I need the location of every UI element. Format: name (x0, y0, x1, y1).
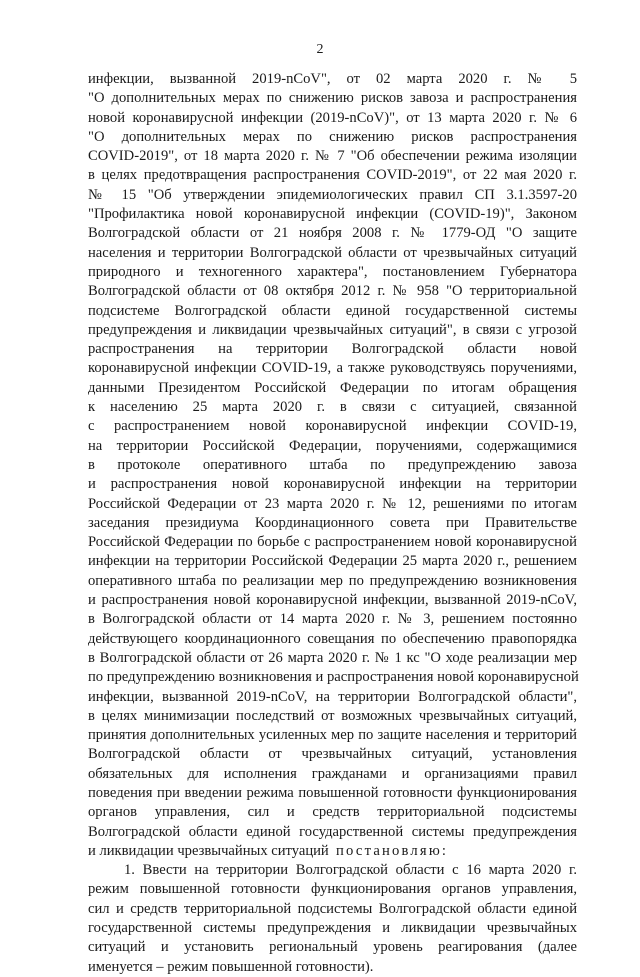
text-line: инфекции на территории Российской Федерации 25 марта 2020 г., решением (88, 553, 577, 570)
text-line: COVID-2019", от 18 марта 2020 г. № 7 "Об обеспечении режима изоляции (88, 148, 577, 165)
document-body (88, 70, 577, 977)
text-line: Волгоградской области от 08 октября 2012 г. № 958 "О территориальной (88, 283, 577, 300)
text-line: Волгоградской области от 21 ноября 2008 г. № 1779-ОД "О защите (88, 225, 577, 242)
text-line: данными Президентом Российской Федерации по итогам обращения (88, 379, 577, 396)
text-line: № 15 "Об утверждении эпидемиологических правил СП 3.1.3597-20 (88, 186, 577, 203)
text-line: 1. Ввести на территории Волгоградской области с 16 марта 2020 г. (124, 862, 577, 879)
text-line-final (88, 842, 577, 861)
page-number: 2 (316, 42, 324, 57)
text-line: ситуаций и установить региональный уровень реагирования (далее (88, 939, 577, 956)
text-line: именуется – режим повышенной готовности). (88, 958, 374, 975)
text-line: на территории Российской Федерации, поручениями, содержащимися (88, 437, 577, 454)
text-line: и распространения новой коронавирусной инфекции на территории (88, 476, 577, 493)
text-line: и распространения новой коронавирусной инфекции, вызванной 2019-nCoV, (88, 592, 577, 609)
text-line: поведения при введении режима повышенной готовности функционирования (88, 784, 577, 801)
text-line: в Волгоградской области от 26 марта 2020 г. № 1 кс "О ходе реализации мер (88, 649, 577, 666)
text-line: по предупреждению возникновения и распространения новой коронавирусной (88, 669, 579, 686)
text-line: "Профилактика новой коронавирусной инфекции (COVID-19)", Законом (88, 206, 577, 223)
text-line: действующего координационного совещания по обеспечению правопорядка (88, 630, 577, 647)
paragraph-preamble (88, 70, 577, 861)
text-line: обязательных для исполнения гражданами и организациями правил (88, 765, 577, 782)
text-line: Волгоградской области единой государственной системы предупреждения (88, 823, 577, 840)
text-line: с распространением новой коронавирусной инфекции COVID-19, (88, 418, 577, 435)
text-line: Волгоградской области от чрезвычайных ситуаций, установления (88, 746, 577, 763)
paragraph-item-1 (88, 861, 577, 977)
text-line: распространения на территории Волгоградской области новой (88, 341, 577, 358)
text-line: в целях минимизации последствий от возможных чрезвычайных ситуаций, (88, 707, 577, 724)
text-line: предупреждения и ликвидации чрезвычайных ситуаций", в связи с угрозой (88, 321, 577, 338)
text-line: принятия дополнительных усиленных мер по защите населения и территорий (88, 727, 577, 744)
text-line: органов управления, сил и средств территориальной подсистемы (88, 804, 577, 821)
text-line: природного и техногенного характера", постановлением Губернатора (88, 263, 577, 280)
text-line: режим повышенной готовности функционирования органов управления, (88, 881, 577, 898)
text-line: подсистеме Волгоградской области единой государственной системы (88, 302, 577, 319)
text-line: Российской Федерации по борьбе с распространением новой коронавирусной (88, 534, 577, 551)
text-line: сил и средств территориальной подсистемы Волгоградской области единой (88, 900, 577, 917)
text-line: в целях предотвращения распространения COVID-2019", от 22 мая 2020 г. (88, 167, 577, 184)
text-line: инфекции, вызванной 2019-nCoV, на территории Волгоградской области", (88, 688, 577, 705)
decree-word: постановляю: (336, 842, 449, 859)
text-line: "О дополнительных мерах по снижению рисков распространения (88, 128, 577, 145)
text-line: в Волгоградской области от 14 марта 2020 г. № 3, решением постоянно (88, 611, 577, 628)
text-line: Российской Федерации от 23 марта 2020 г. № 12, решениями по итогам (88, 495, 577, 512)
text-line: к населению 25 марта 2020 г. в связи с ситуацией, связанной (88, 399, 577, 416)
text-line: коронавирусной инфекции COVID-19, а также руководствуясь поручениями, (88, 360, 577, 377)
text-line: инфекции, вызванной 2019-nCoV", от 02 марта 2020 г. № 5 (88, 71, 577, 87)
text-line-ending: и ликвидации чрезвычайных ситуаций (88, 842, 329, 859)
text-line: государственной системы предупреждения и ликвидации чрезвычайных (88, 920, 577, 937)
text-line: оперативного штаба по реализации мер по предупреждению возникновения (88, 572, 577, 589)
text-line: новой коронавирусной инфекции (2019-nCoV)", от 13 марта 2020 г. № 6 (88, 109, 577, 126)
text-line: заседания президиума Координационного совета при Правительстве (88, 514, 577, 531)
text-line: "О дополнительных мерах по снижению рисков завоза и распространения (88, 90, 577, 107)
text-line: населения и территории Волгоградской области от чрезвычайных ситуаций (88, 244, 577, 261)
text-line: в протоколе оперативного штаба по предупреждению завоза (88, 456, 577, 473)
